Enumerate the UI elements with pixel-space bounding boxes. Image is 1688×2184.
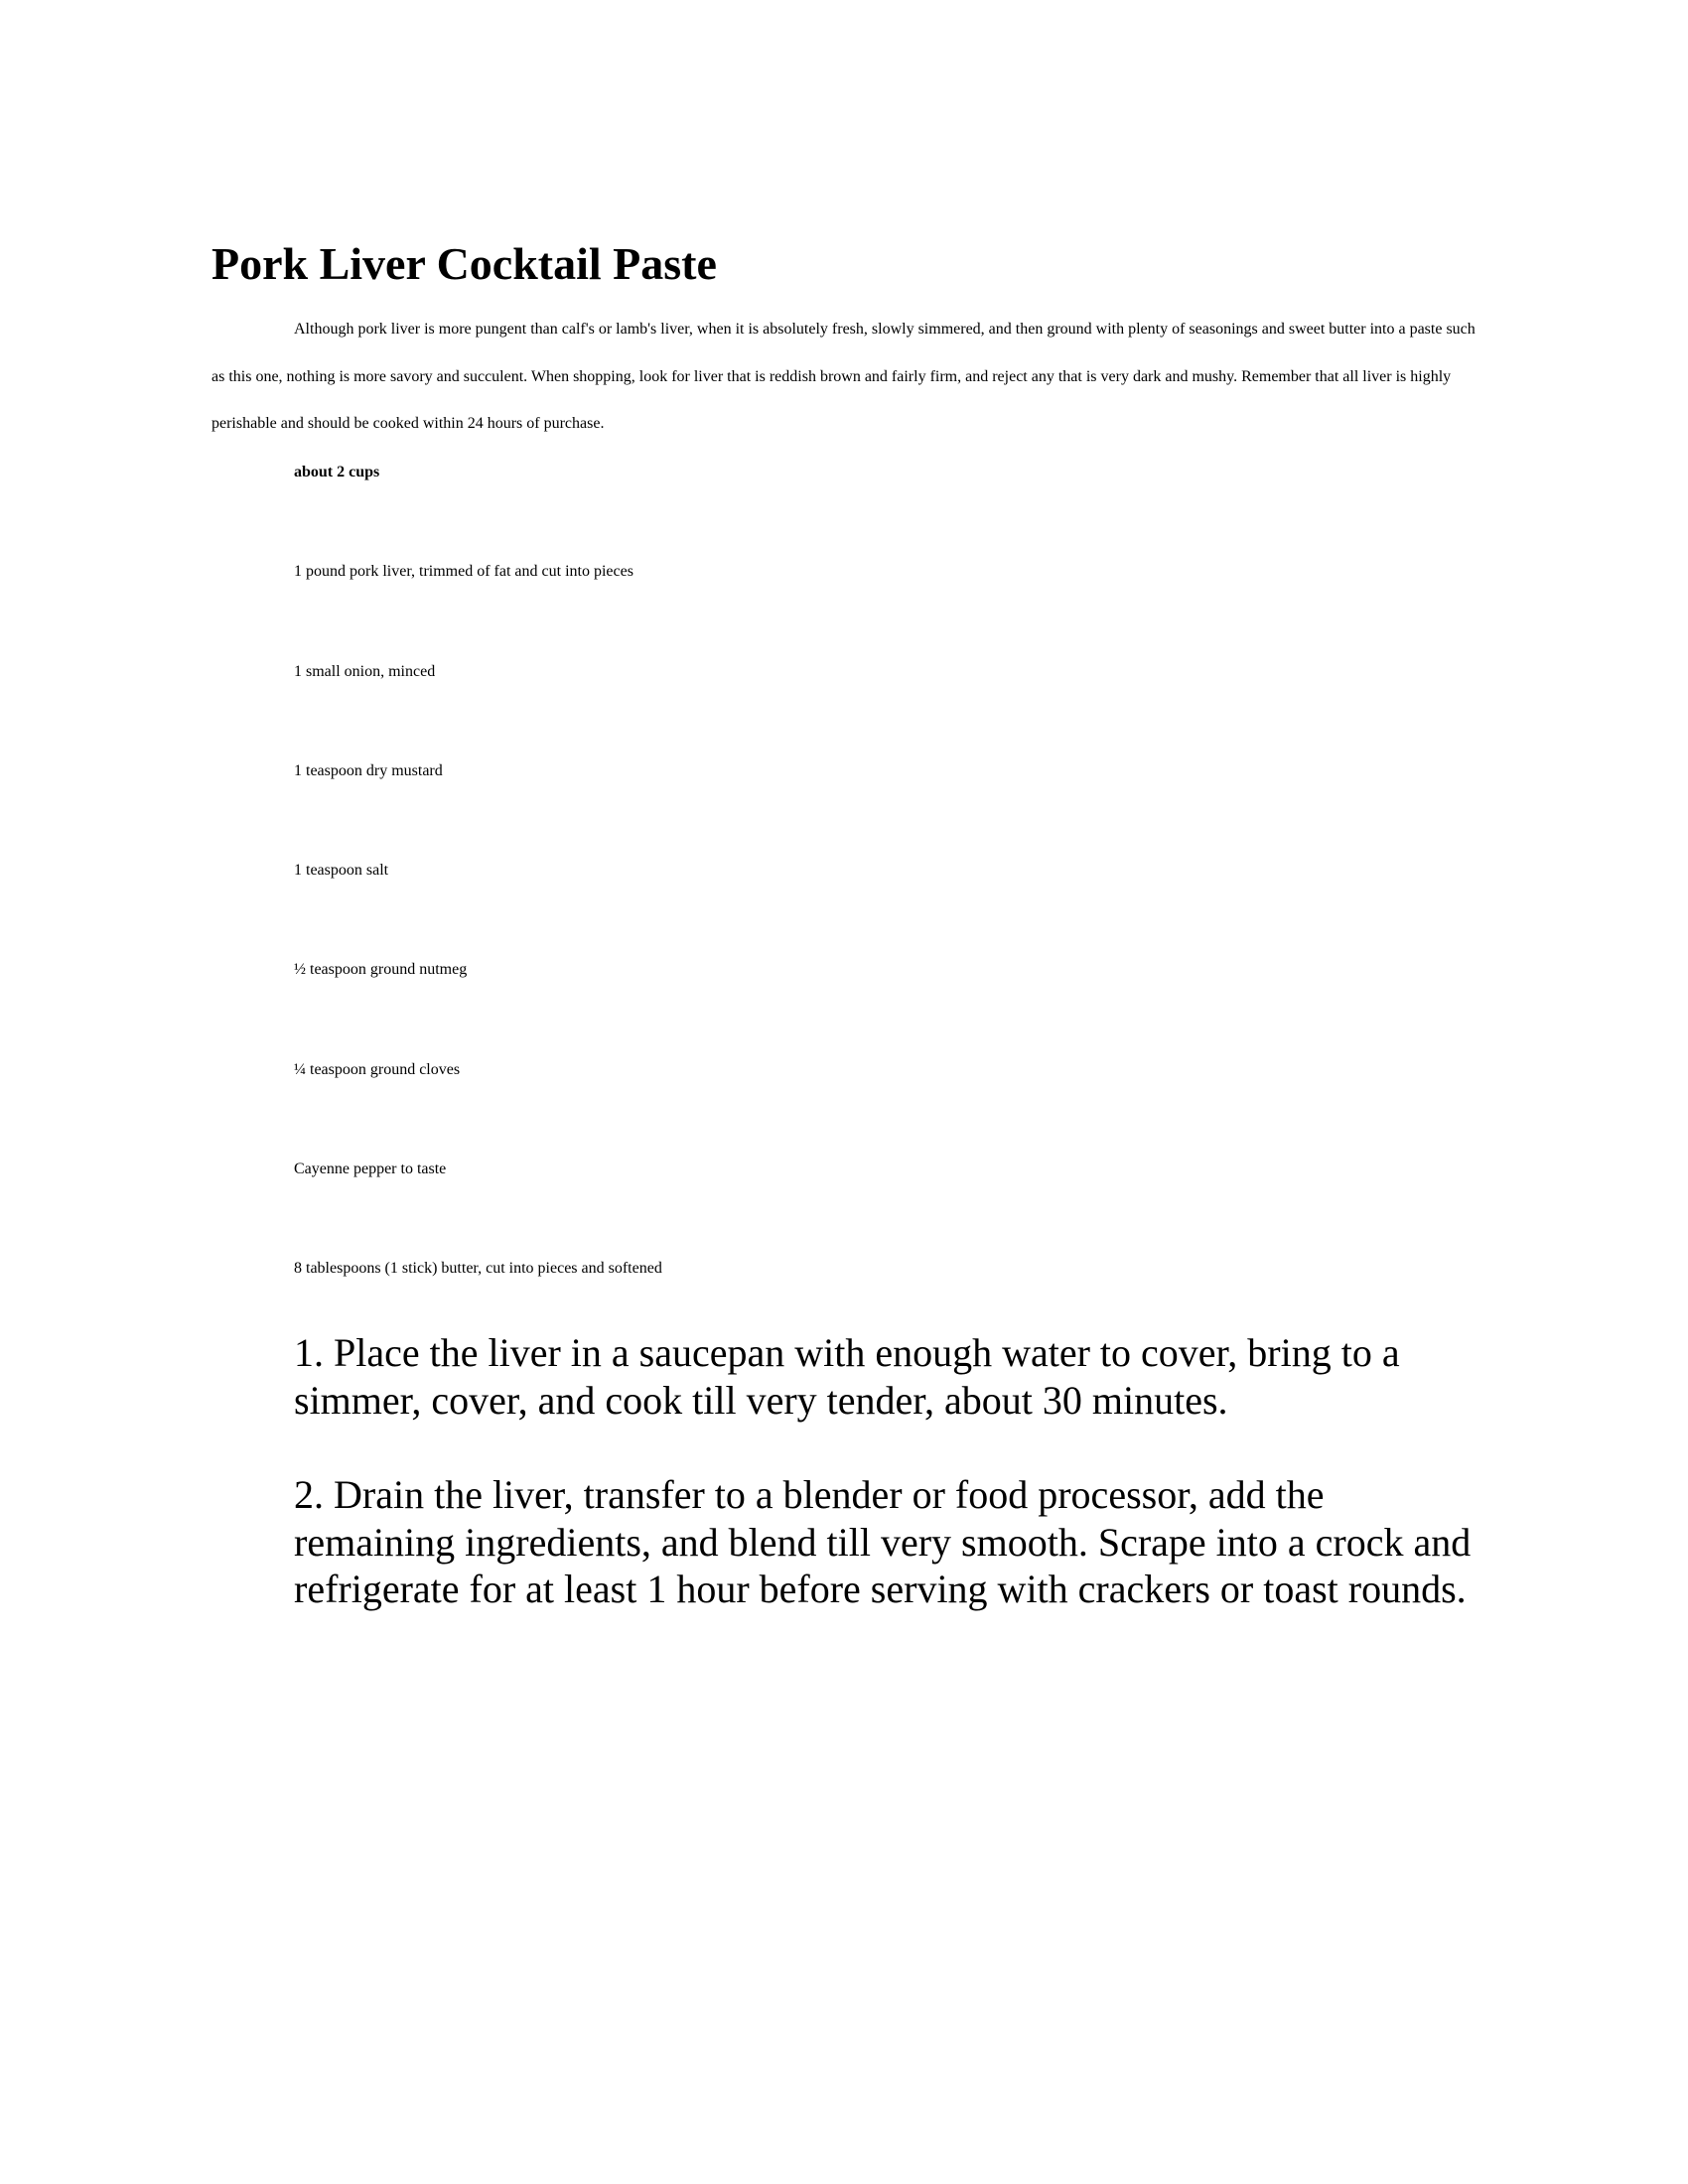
ingredient-item: 1 small onion, minced: [294, 663, 436, 680]
recipe-yield: about 2 cups: [294, 464, 380, 480]
ingredient-item: 8 tablespoons (1 stick) butter, cut into pieces and softened: [294, 1260, 662, 1277]
ingredient-item: 1 pound pork liver, trimmed of fat and cut into pieces: [294, 563, 633, 580]
recipe-title: Pork Liver Cocktail Paste: [211, 238, 717, 289]
method-step: 2. Drain the liver, transfer to a blender or food processor, add the remaining ingredients, and blend till very smooth. Scrape into a crock and refrigerate for at least 1 hour before serving with crackers or toast rounds.: [294, 1472, 1472, 1611]
ingredient-item: Cayenne pepper to taste: [294, 1160, 447, 1177]
ingredient-item: 1 teaspoon salt: [294, 862, 389, 879]
method-step: 1. Place the liver in a saucepan with enough water to cover, bring to a simmer, cover, and cook till very tender, about 30 minutes.: [294, 1330, 1400, 1423]
recipe-intro: Although pork liver is more pungent than calf's or lamb's liver, when it is absolutely fresh, slowly simmered, and then ground with plenty of seasonings and sweet butter into a paste such as this one, nothing is more savory and succulent. When shopping, look for liver that is reddish brown and fairly firm, and reject any that is very dark and mushy. Remember that all liver is highly perishable and should be cooked within 24 hours of purchase.: [211, 321, 1476, 432]
ingredient-item: ¼ teaspoon ground cloves: [294, 1061, 461, 1078]
ingredient-item: ½ teaspoon ground nutmeg: [294, 961, 468, 978]
ingredient-item: 1 teaspoon dry mustard: [294, 762, 443, 779]
